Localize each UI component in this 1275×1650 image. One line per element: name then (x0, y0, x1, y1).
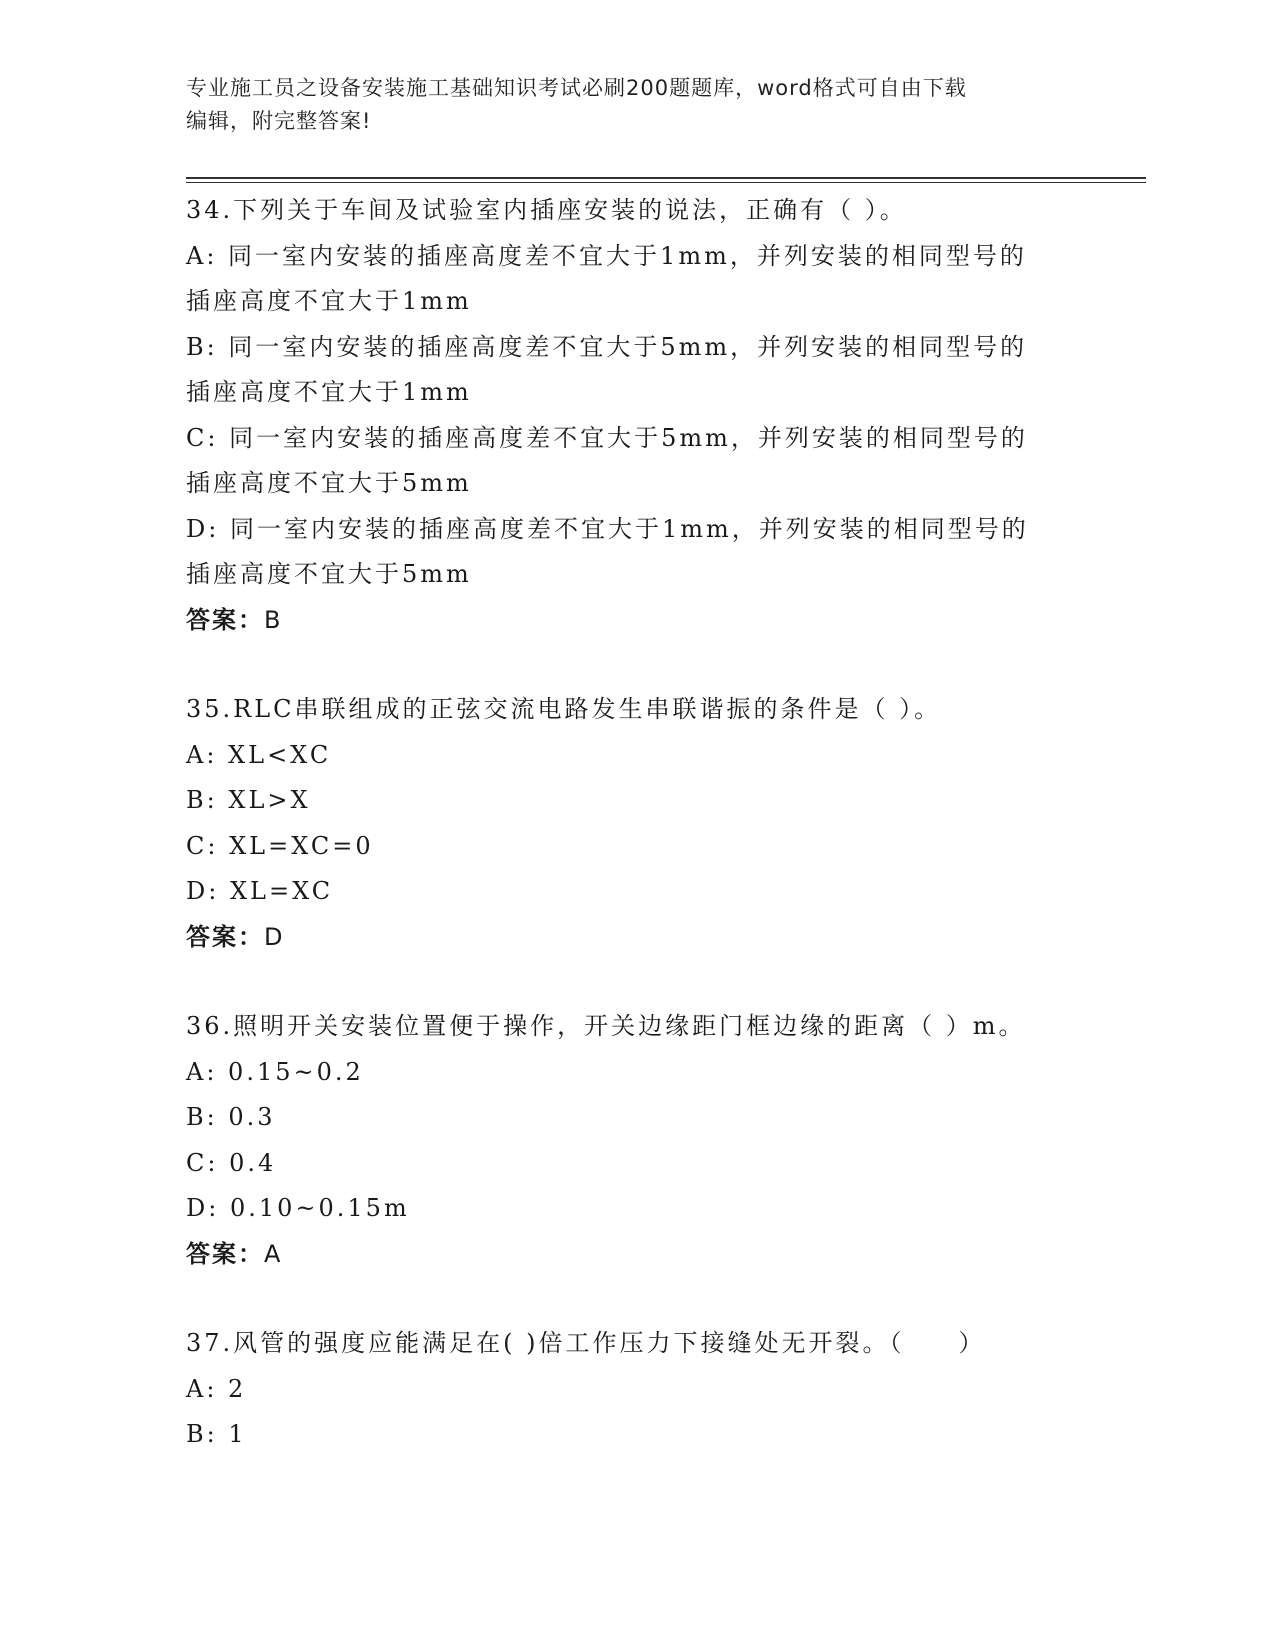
question-spacer (186, 643, 1086, 687)
option-b: B: 0.3 (186, 1103, 276, 1131)
answer-line (186, 1232, 1086, 1278)
option-b-line-2: 插座高度不宜大于1mm (186, 378, 472, 406)
header-divider-thick (186, 177, 1146, 179)
question-35 (186, 687, 1086, 960)
option-d: D: 0.10~0.15m (186, 1194, 410, 1222)
question-stem: 36.照明开关安装位置便于操作，开关边缘距门框边缘的距离（ ）m。 (186, 1012, 1026, 1040)
header-title-line-1: 专业施工员之设备安装施工基础知识考试必刷200题题库，word格式可自由下载 (186, 76, 967, 100)
document-header (186, 72, 1086, 138)
header-divider-thin (186, 182, 1146, 183)
question-spacer (186, 1277, 1086, 1321)
option-a: A: XL<XC (186, 740, 332, 769)
answer-line (186, 915, 1086, 961)
option-c-line-1: C: 同一室内安装的插座高度差不宜大于5mm，并列安装的相同型号的 (186, 423, 1028, 452)
question-stem: 37.风管的强度应能满足在( )倍工作压力下接缝处无开裂。（ ） (186, 1329, 986, 1357)
option-d: D: XL=XC (186, 877, 334, 905)
option-b: B: XL>X (186, 786, 311, 814)
option-d-line-2: 插座高度不宜大于5mm (186, 560, 472, 588)
answer-line (186, 598, 1086, 644)
question-37 (186, 1321, 1086, 1458)
option-c: C: XL=XC=0 (186, 831, 374, 860)
option-a-line-2: 插座高度不宜大于1mm (186, 287, 472, 315)
answer-value: B (264, 605, 283, 634)
option-b-line-1: B: 同一室内安装的插座高度差不宜大于5mm，并列安装的相同型号的 (186, 332, 1028, 361)
option-a: A: 0.15~0.2 (186, 1057, 364, 1086)
question-stem: 34.下列关于车间及试验室内插座安装的说法，正确有（ ）。 (186, 196, 907, 224)
answer-label: 答案： (186, 922, 264, 951)
answer-value: D (264, 922, 285, 951)
question-36 (186, 1004, 1086, 1277)
answer-label: 答案： (186, 605, 264, 634)
header-title-line-2: 编辑，附完整答案! (186, 109, 372, 133)
option-c: C: 0.4 (186, 1148, 277, 1177)
option-b: B: 1 (186, 1420, 247, 1448)
question-list (186, 188, 1086, 1458)
answer-label: 答案： (186, 1239, 264, 1268)
question-34 (186, 188, 1086, 643)
option-d-line-1: D: 同一室内安装的插座高度差不宜大于1mm，并列安装的相同型号的 (186, 514, 1029, 543)
answer-value: A (264, 1239, 283, 1268)
question-spacer (186, 960, 1086, 1004)
option-c-line-2: 插座高度不宜大于5mm (186, 469, 472, 497)
option-a: A: 2 (186, 1374, 247, 1403)
option-a-line-1: A: 同一室内安装的插座高度差不宜大于1mm，并列安装的相同型号的 (186, 241, 1027, 270)
question-stem: 35.RLC串联组成的正弦交流电路发生串联谐振的条件是（ ）。 (186, 695, 942, 723)
